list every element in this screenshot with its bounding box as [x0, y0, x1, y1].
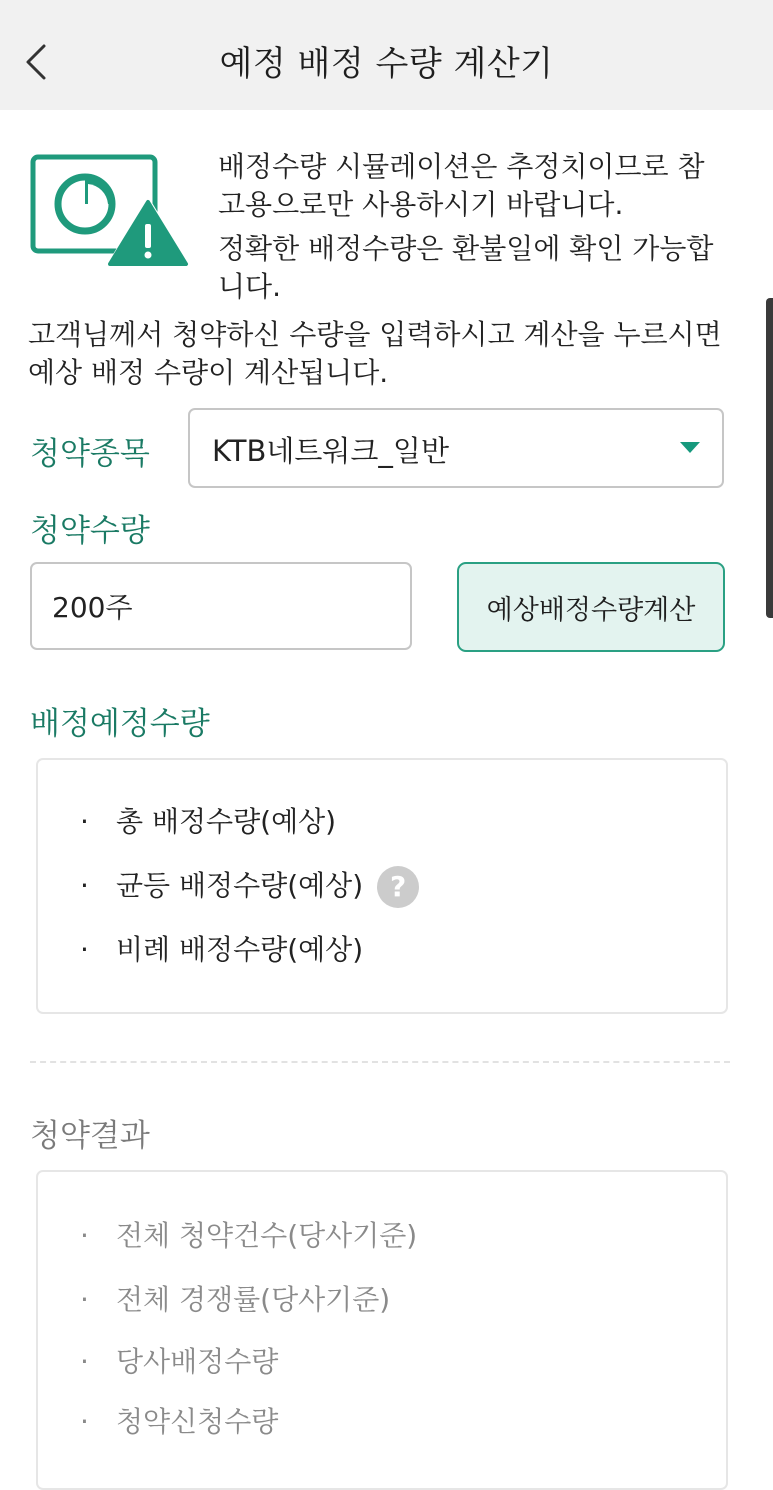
notice-text	[218, 148, 718, 312]
item-select[interactable]	[188, 408, 724, 488]
instruction-text: 고객님께서 청약하신 수량을 입력하시고 계산을 누르시면 예상 배정 수량이 계산됩니다.	[28, 318, 722, 389]
status-bar	[0, 0, 773, 8]
item-select-value: KTB네트워크_일반	[212, 434, 449, 468]
notice-line-2: 정확한 배정수량은 환불일에 확인 가능합니다.	[218, 232, 714, 303]
qty-input[interactable]	[30, 562, 412, 650]
divider	[30, 1061, 730, 1063]
list-item: · 총 배정수량(예상)	[80, 805, 337, 838]
list-item: · 비례 배정수량(예상)	[80, 933, 364, 966]
allocation-box	[36, 758, 728, 1014]
page-title: 예정 배정 수량 계산기	[219, 44, 554, 84]
app-header	[0, 8, 773, 110]
qty-label: 청약수량	[30, 513, 150, 549]
chart-warning-icon	[30, 152, 194, 272]
list-item: · 균등 배정수량(예상) ?	[80, 866, 419, 906]
result-box	[36, 1170, 728, 1490]
help-icon[interactable]: ?	[377, 866, 419, 908]
result-title: 청약결과	[30, 1118, 150, 1154]
calculate-button[interactable]: 예상배정수량계산	[457, 562, 725, 652]
caret-down-icon	[680, 442, 700, 453]
scrollbar[interactable]	[766, 298, 773, 618]
allocation-title: 배정예정수량	[30, 706, 210, 742]
list-item: · 청약신청수량	[80, 1405, 279, 1438]
notice-line-1: 배정수량 시뮬레이션은 추정치이므로 참고용으로만 사용하시기 바랍니다.	[218, 150, 705, 221]
item-label: 청약종목	[30, 436, 150, 472]
list-item: · 당사배정수량	[80, 1345, 279, 1378]
list-item: · 전체 청약건수(당사기준)	[80, 1219, 418, 1252]
list-item: · 전체 경쟁률(당사기준)	[80, 1283, 391, 1316]
